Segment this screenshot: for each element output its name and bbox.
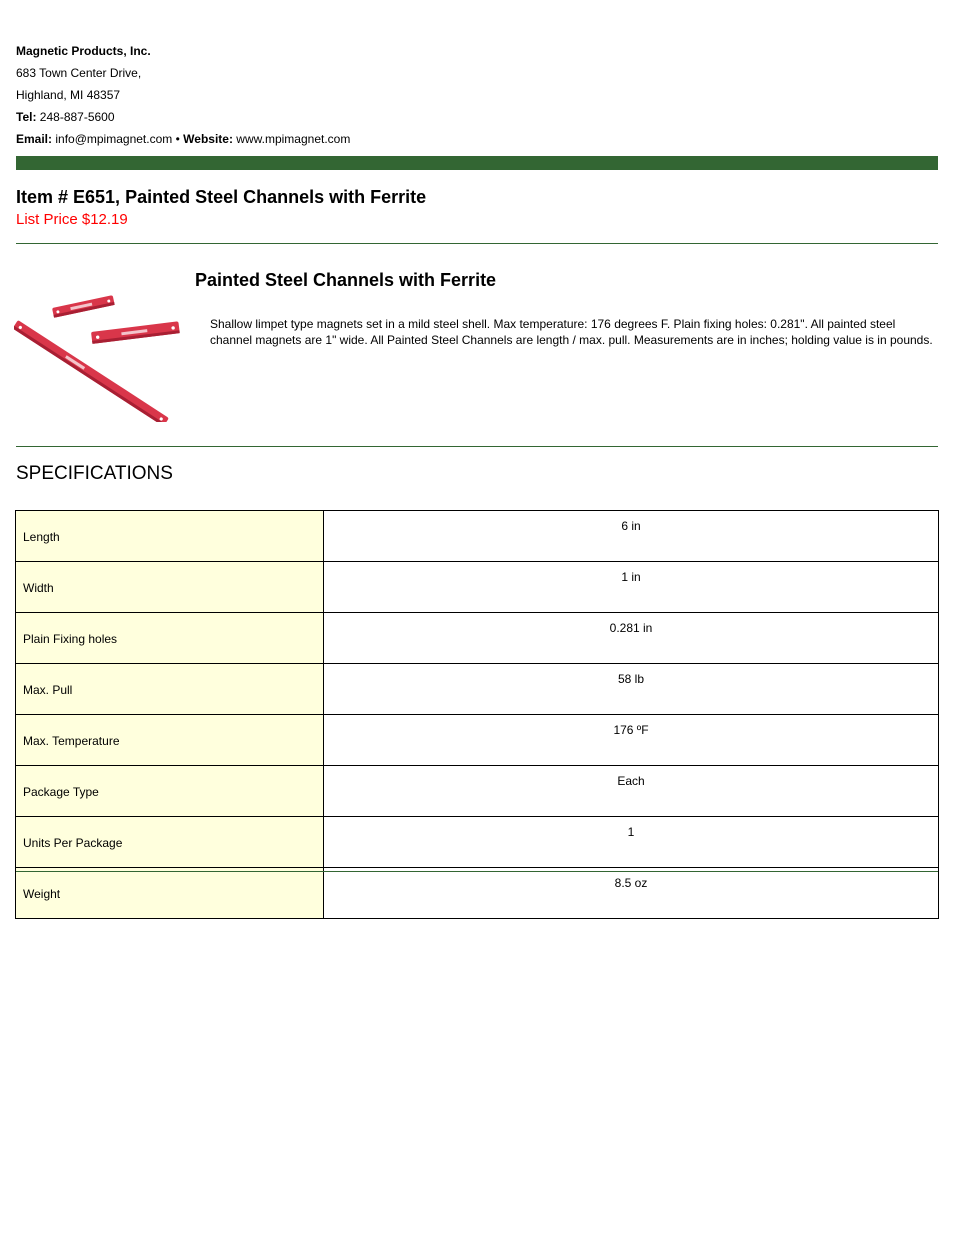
table-row [16,715,939,766]
table-row [16,868,939,919]
company-info [16,40,350,150]
company-address-line2: Highland, MI 48357 [16,88,121,102]
spec-value: 6 in [324,511,939,562]
company-name: Magnetic Products, Inc. [16,44,151,58]
tel-value: 248-887-5600 [39,110,115,124]
company-phone-line [16,106,350,128]
spec-label: Plain Fixing holes [16,613,324,664]
spec-value: 58 lb [324,664,939,715]
product-name: Painted Steel Channels with Ferrite [195,270,497,290]
list-price: List Price $12.19 [16,211,128,228]
header-divider-bar [16,156,938,170]
spec-value: 176 ºF [324,715,939,766]
table-row [16,562,939,613]
table-row [16,766,939,817]
spec-label: Max. Pull [16,664,324,715]
painted-steel-channels-image [14,290,182,422]
table-row [16,817,939,868]
spec-value: Each [324,766,939,817]
spec-label: Units Per Package [16,817,324,868]
spec-label: Package Type [16,766,324,817]
spec-value: 8.5 oz [324,868,939,919]
email-value[interactable]: info@mpimagnet.com [55,132,173,146]
company-contact-line [16,128,350,150]
product-description: Shallow limpet type magnets set in a mild steel shell. Max temperature: 176 degrees F. Plain fixing holes: 0.281". All painted steel channel magnets are 1" wide. All Painted Steel Channels are length / max. pull. Measurements are in inches; holding value is in pounds. [210,317,933,347]
table-row [16,511,939,562]
item-title: Item # E651, Painted Steel Channels with Ferrite [16,187,427,207]
spec-label: Width [16,562,324,613]
company-address-line1: 683 Town Center Drive, [16,66,142,80]
divider-line [16,446,938,447]
specifications-table [15,510,939,919]
divider-line [16,871,938,872]
spec-label: Max. Temperature [16,715,324,766]
tel-label: Tel: [16,110,37,124]
table-row [16,664,939,715]
spec-value: 1 [324,817,939,868]
website-label: Website: [183,132,233,146]
contact-separator: • [175,132,180,146]
spec-value: 0.281 in [324,613,939,664]
email-label: Email: [16,132,53,146]
divider-line [16,243,938,244]
spec-label: Weight [16,868,324,919]
spec-label: Length [16,511,324,562]
spec-value: 1 in [324,562,939,613]
table-row [16,613,939,664]
specifications-heading: SPECIFICATIONS [16,463,173,484]
website-value[interactable]: www.mpimagnet.com [236,132,351,146]
